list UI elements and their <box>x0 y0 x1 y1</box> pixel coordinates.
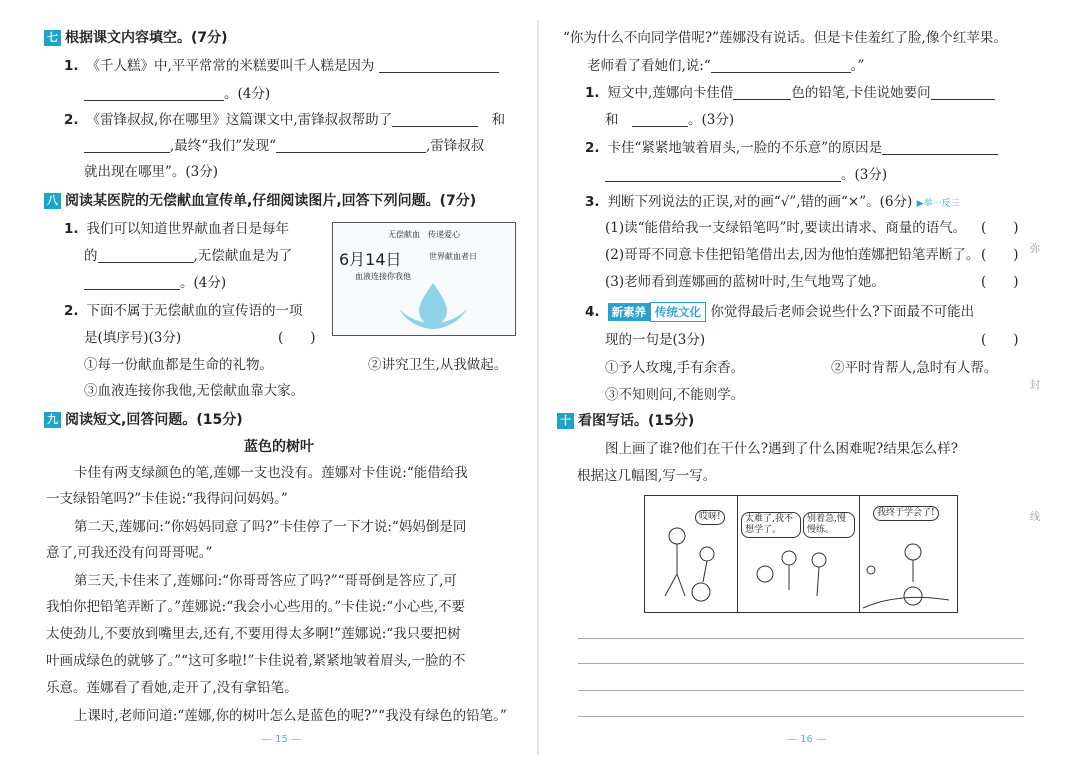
speech-bubble: 我终于学会了! <box>873 506 939 521</box>
answer-blank[interactable] <box>84 138 170 153</box>
section-10-tag: 十 <box>557 413 574 429</box>
right-page <box>545 0 1080 775</box>
story-line: 第二天,莲娜问:“你妈妈同意了吗?”卡佳停了一下才说:“妈妈倒是同 <box>74 519 467 535</box>
answer-paren[interactable]: ( ) <box>981 274 1019 290</box>
r-q2-line2: 。(3分) <box>605 165 887 185</box>
s8-q2-line1: 2. 下面不属于无偿献血的宣传语的一项 <box>64 303 303 319</box>
answer-paren[interactable]: ( ) <box>981 247 1019 263</box>
s8-option-1: ①每一份献血都是生命的礼物。 <box>84 357 273 373</box>
judge-3: (3)老师看到莲娜画的蓝树叶时,生气地骂了她。 <box>605 274 885 290</box>
s7-q1-line2: 。(4分) <box>84 84 270 104</box>
story-teacher-line: 老师看了看她们,说:“ 。” <box>587 58 865 74</box>
comic-panel-2 <box>737 496 860 612</box>
writing-line[interactable] <box>578 716 1024 717</box>
page-number: — 16 — <box>787 734 827 745</box>
r-q1-line1: 1. 短文中,莲娜向卡佳借 色的铅笔,卡佳说她要问 <box>585 83 995 103</box>
story-line: 卡佳有两支绿颜色的笔,莲娜一支也没有。莲娜对卡佳说:“能借给我 <box>74 465 468 481</box>
q4-option-2: ②平时肯帮人,急时有人帮。 <box>831 360 998 376</box>
answer-blank[interactable] <box>605 167 841 182</box>
answer-blank[interactable] <box>98 248 194 263</box>
answer-paren[interactable]: ( ) <box>981 332 1019 348</box>
s7-q2-line3: 就出现在哪里”。(3分) <box>84 164 219 180</box>
section-10-header: 十 看图写话。(15分) <box>557 411 694 431</box>
judge-1: (1)读“能借给我一支绿铅笔吗”时,要读出请求、商量的语气。 <box>605 220 967 236</box>
poster-slogan: 血液连接你我他 <box>355 272 411 281</box>
story-line: 上课时,老师问道:“莲娜,你的树叶怎么是蓝色的呢?”“我没有绿色的铅笔。” <box>74 708 507 724</box>
binding-mark: 封 <box>1030 380 1040 391</box>
poster-header: 无偿献血 传递爱心 <box>388 230 460 239</box>
s8-q1-line2: 的 ,无偿献血是为了 <box>84 248 293 264</box>
answer-blank[interactable] <box>276 138 426 153</box>
section-8-tag: 八 <box>44 193 61 209</box>
section-9-header: 九 阅读短文,回答问题。(15分) <box>44 410 243 430</box>
writing-line[interactable] <box>578 638 1024 639</box>
q4-option-1: ①予人玫瑰,手有余香。 <box>605 360 745 376</box>
comic-strip <box>644 495 958 613</box>
r-q4-line2: 现的一句是(3分) <box>605 332 706 348</box>
r-q2-line1: 2. 卡佳“紧紧地皱着眉头,一脸的不乐意”的原因是 <box>585 138 998 158</box>
s8-q1-line1: 1. 我们可以知道世界献血者日是每年 <box>64 221 290 237</box>
badge-new-literacy: 新素养 <box>608 303 651 321</box>
s8-q1-line3: 。(4分) <box>84 273 226 293</box>
answer-blank[interactable] <box>84 86 224 101</box>
poster-day: 世界献血者日 <box>429 252 477 261</box>
blood-drop-hands-icon <box>393 279 473 331</box>
comic-panel-1 <box>645 496 738 612</box>
section-7-header: 七 根据课文内容填空。(7分) <box>44 28 228 48</box>
writing-line[interactable] <box>578 690 1024 691</box>
story-title: 蓝色的树叶 <box>244 439 314 455</box>
answer-blank[interactable] <box>632 112 688 127</box>
comic-panel-3 <box>859 496 957 612</box>
answer-blank[interactable] <box>882 140 998 155</box>
answer-blank[interactable] <box>84 275 180 290</box>
page-fold <box>537 20 539 755</box>
judge-2: (2)哥哥不同意卡佳把铅笔借出去,因为他怕莲娜把铅笔弄断了。 <box>605 247 980 263</box>
s8-option-3: ③血液连接你我他,无偿献血靠大家。 <box>84 383 305 399</box>
writing-prompt-2: 根据这几幅图,写一写。 <box>577 468 717 484</box>
story-line: 意了,可我还没有问哥哥呢。” <box>46 545 213 561</box>
answer-blank[interactable] <box>392 112 478 127</box>
poster-date: 6月14日 <box>339 250 402 269</box>
speech-bubble: 别着急,慢慢练。 <box>803 512 855 538</box>
s8-q2-line2: 是(填序号)(3分) <box>84 330 182 346</box>
s7-q2-line2: ,最终“我们”发现“ ,雷锋叔叔 <box>84 136 484 156</box>
s7-q2-line1: 2. 《雷锋叔叔,你在哪里》这篇课文中,雷锋叔叔帮助了 和 <box>64 112 506 128</box>
answer-blank[interactable] <box>733 85 791 100</box>
r-q1-line2: 和 。(3分) <box>605 112 735 128</box>
answer-blank[interactable] <box>711 58 851 73</box>
writing-prompt-1: 图上画了谁?他们在干什么?遇到了什么困难呢?结果怎么样? <box>605 441 958 457</box>
badge-traditional-culture: 传统文化 <box>650 302 706 322</box>
section-8-header: 八 阅读某医院的无偿献血宣传单,仔细阅读图片,回答下列问题。(7分) <box>44 191 476 211</box>
answer-blank[interactable] <box>379 58 499 73</box>
story-line: 我怕你把铅笔弄断了。”莲娜说:“我会小心些用的。”卡佳说:“小心些,不要 <box>46 599 465 615</box>
story-line: 太使劲儿,不要放到嘴里去,还有,不要用得太多啊!”莲娜说:“我只要把树 <box>46 626 461 642</box>
r-q3: 3. 判断下列说法的正误,对的画“√”,错的画“×”。(6分) ▶举一反三 <box>585 194 960 210</box>
blood-donation-poster <box>332 222 516 336</box>
section-9-tag: 九 <box>44 412 61 428</box>
story-line: 一支绿铅笔吗?”卡佳说:“我得问问妈妈。” <box>46 491 288 507</box>
answer-blank[interactable] <box>931 85 995 100</box>
s7-q1-line1: 1. 《千人糕》中,平平常常的米糕要叫千人糕是因为 <box>64 56 499 76</box>
story-line: 乐意。莲娜看了看她,走开了,没有拿铅笔。 <box>46 680 298 696</box>
answer-paren[interactable]: ( ) <box>981 220 1019 236</box>
q4-option-3: ③不知则问,不能则学。 <box>605 387 745 403</box>
section-7-tag: 七 <box>44 30 61 46</box>
writing-line[interactable] <box>578 663 1024 664</box>
story-line: 第三天,卡佳来了,莲娜问:“你哥哥答应了吗?”“哥哥倒是答应了,可 <box>74 573 457 589</box>
page-number: — 15 — <box>262 734 302 745</box>
binding-mark: 线 <box>1030 512 1040 523</box>
story-continuation: “你为什么不向同学借呢?”莲娜没有说话。但是卡佳羞红了脸,像个红苹果。 <box>563 30 1007 46</box>
speech-bubble: 太难了,我不想学了。 <box>741 512 801 538</box>
answer-paren[interactable]: ( ) <box>278 330 316 346</box>
binding-mark: 弥 <box>1030 244 1040 255</box>
left-page <box>0 0 535 775</box>
r-q4-line1: 4. 新素养 传统文化 你觉得最后老师会说些什么?下面最不可能出 <box>585 304 975 320</box>
speech-bubble: 哎呀! <box>695 510 725 525</box>
story-line: 叶画成绿色的就够了。”“这可多啦!”卡佳说着,紧紧地皱着眉头,一脸的不 <box>46 653 466 669</box>
s8-option-2: ②讲究卫生,从我做起。 <box>368 357 508 373</box>
